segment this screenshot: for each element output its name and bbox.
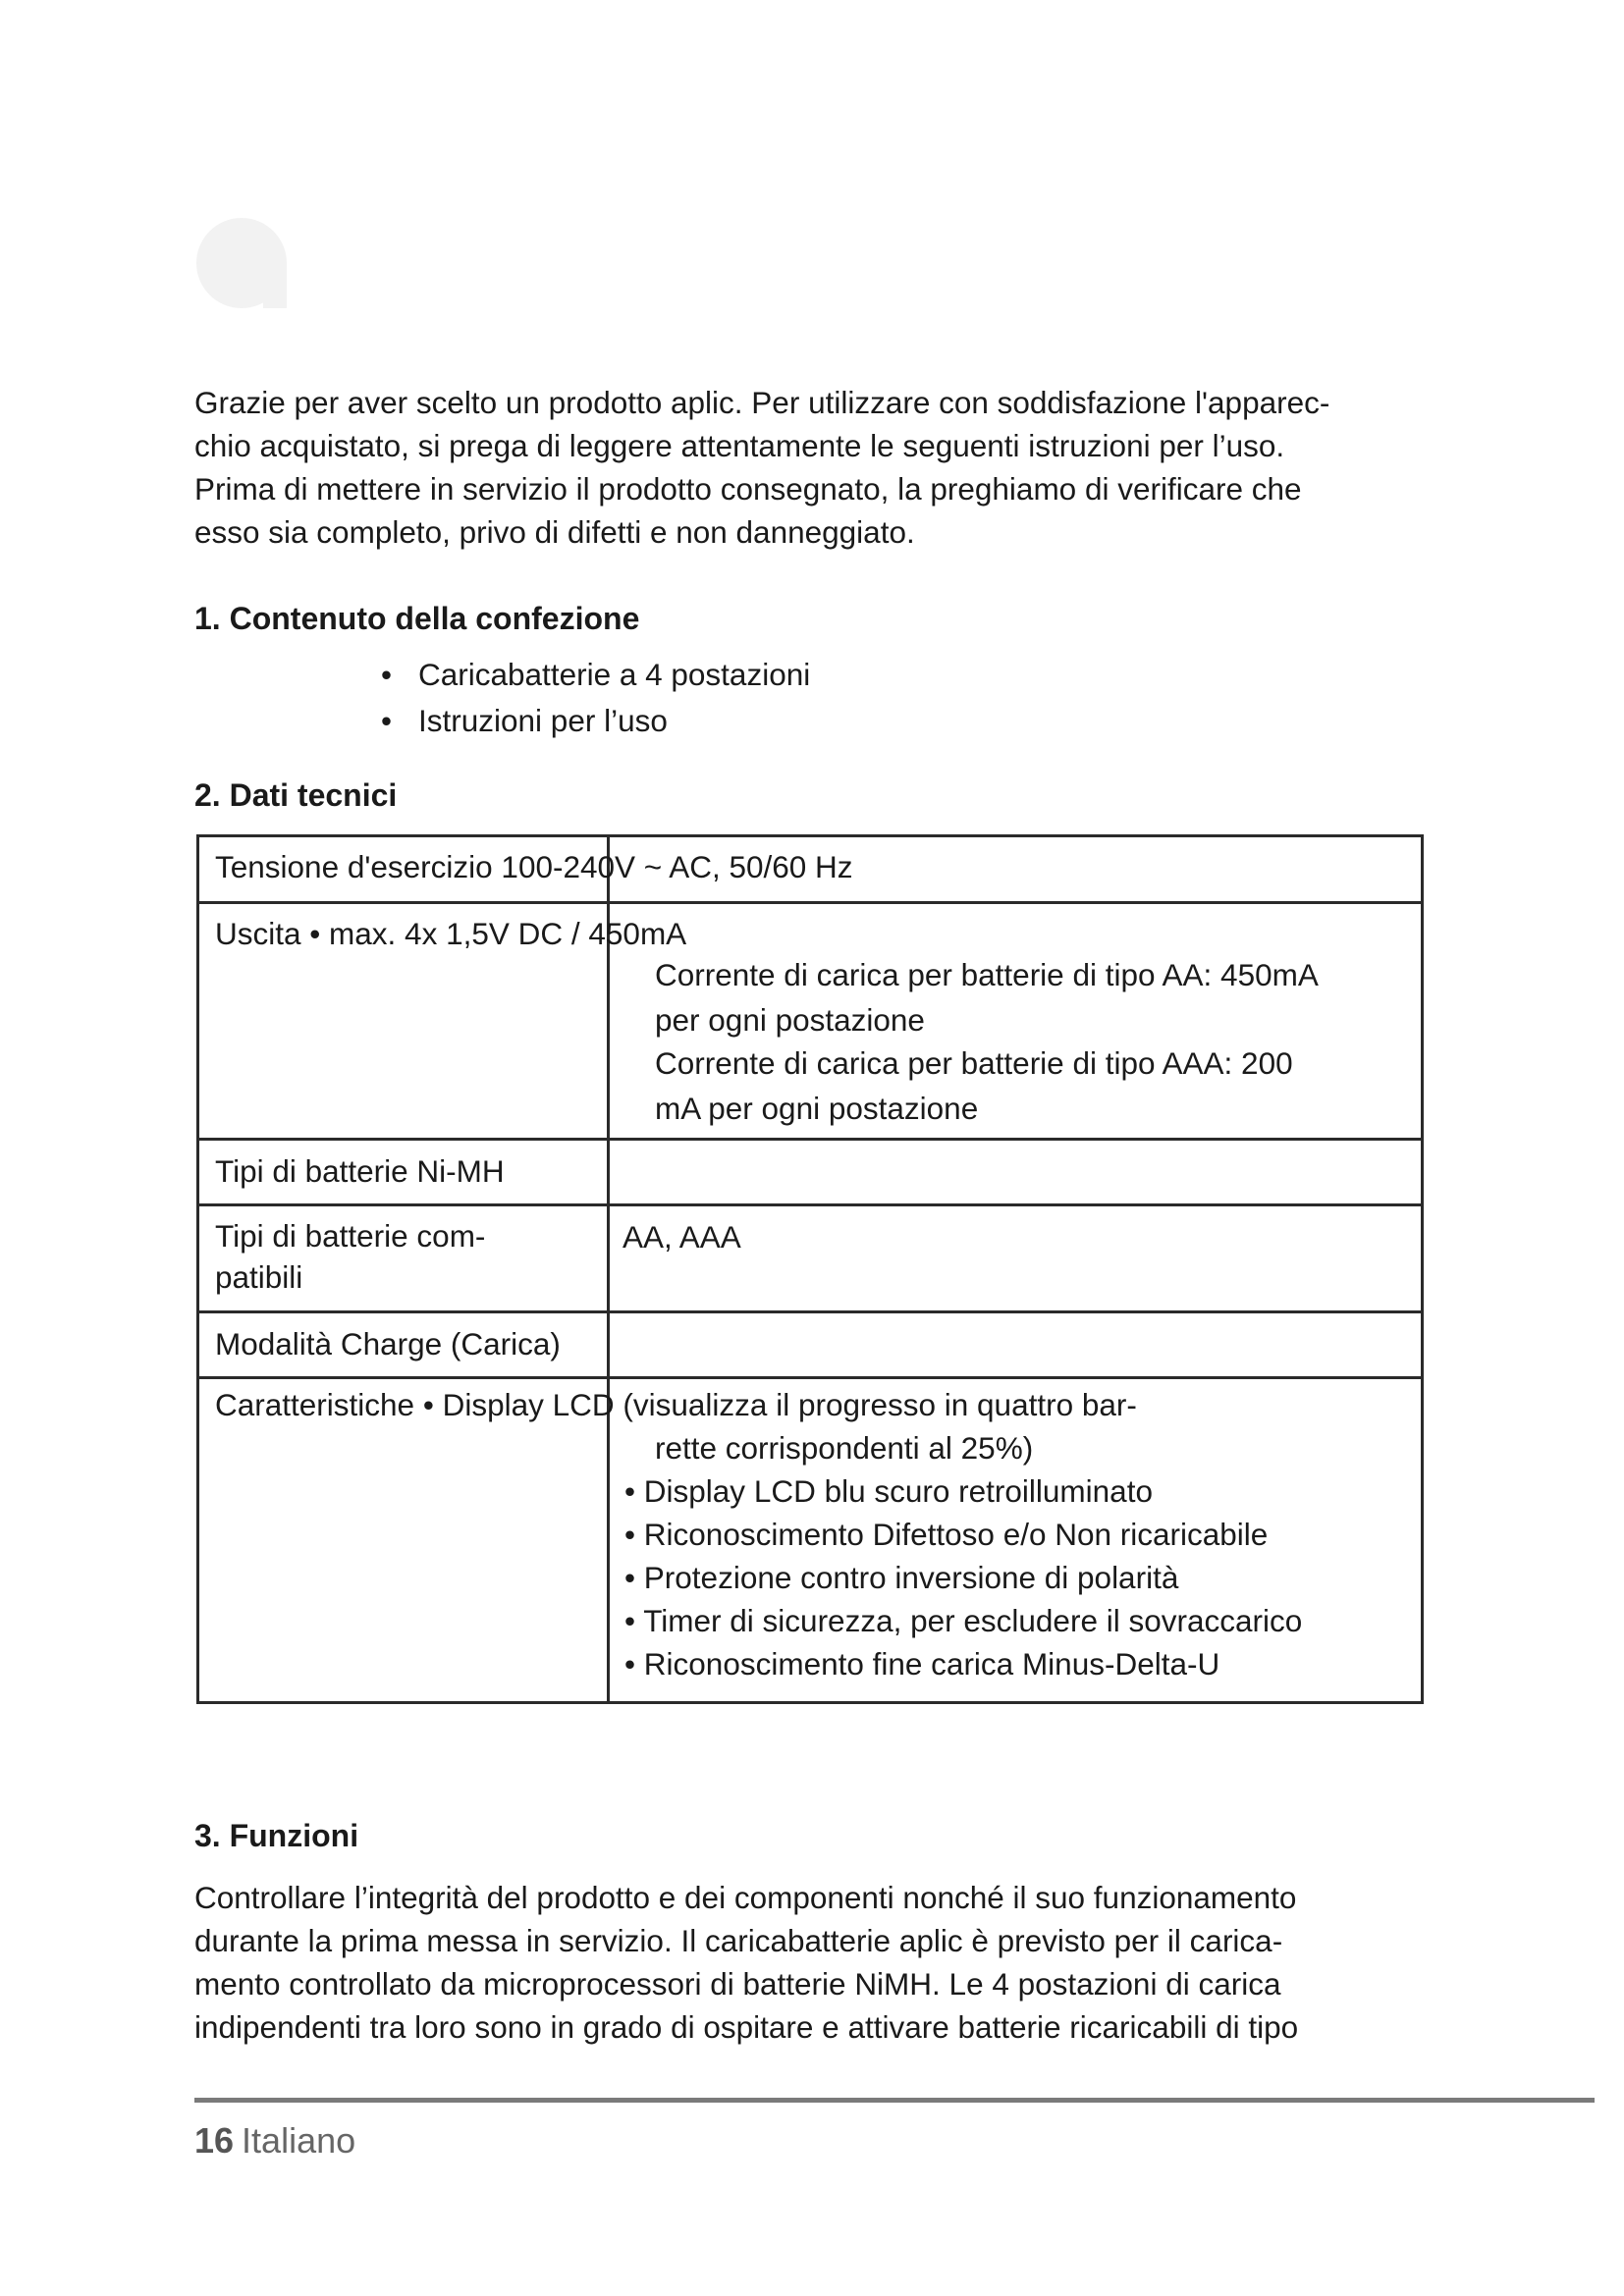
list-item: • Istruzioni per l’uso	[381, 698, 810, 744]
intro-line: Prima di mettere in servizio il prodotto consegnato, la preghiamo di verificare che	[194, 471, 1302, 507]
row-divider	[199, 1138, 1421, 1141]
functions-line: mento controllato da microprocessori di batterie NiMH. Le 4 postazioni di carica	[194, 1966, 1281, 2002]
cell-line: • Display LCD blu scuro retroilluminato	[624, 1473, 1153, 1509]
package-contents-list	[381, 652, 810, 744]
cell-line: Corrente di carica per batterie di tipo AA: 450mA	[655, 957, 1319, 992]
table-cell: Tipi di batterie Ni-MH	[215, 1153, 505, 1189]
functions-line: Controllare l’integrità del prodotto e dei componenti nonché il suo funzionamento	[194, 1880, 1297, 1915]
cell-line: patibili	[215, 1259, 303, 1295]
table-cell: Uscita • max. 4x 1,5V DC / 450mA	[215, 916, 687, 951]
row-divider	[199, 1376, 1421, 1379]
technical-data-table	[196, 834, 1424, 1704]
cell-line: per ogni postazione	[655, 1002, 925, 1038]
footer-language: Italiano	[242, 2120, 356, 2161]
section-1-title: 1. Contenuto della confezione	[194, 601, 640, 636]
table-cell: AA, AAA	[623, 1219, 741, 1255]
footer-divider	[194, 2098, 1595, 2103]
list-item: • Caricabatterie a 4 postazioni	[381, 652, 810, 698]
table-cell	[215, 1215, 485, 1298]
cell-line: • Riconoscimento Difettoso e/o Non ricaricabile	[624, 1517, 1269, 1552]
functions-line: indipendenti tra loro sono in grado di ospitare e attivare batterie ricaricabili di tipo	[194, 2009, 1299, 2045]
table-cell	[624, 1426, 1302, 1685]
cell-line: rette corrispondenti al 25%)	[655, 1430, 1034, 1466]
intro-line: Grazie per aver scelto un prodotto aplic. Per utilizzare con soddisfazione l'apparec-	[194, 385, 1330, 420]
cell-line: • Protezione contro inversione di polarità	[624, 1560, 1179, 1595]
functions-line: durante la prima messa in servizio. Il caricabatterie aplic è previsto per il carica-	[194, 1923, 1283, 1958]
row-divider	[199, 1310, 1421, 1313]
page-footer	[194, 2120, 355, 2162]
section-2-title: 2. Dati tecnici	[194, 777, 398, 813]
table-cell	[655, 953, 1319, 1130]
functions-paragraph	[194, 1876, 1432, 2049]
intro-paragraph	[194, 381, 1432, 554]
row-divider	[199, 1203, 1421, 1206]
table-cell: Tensione d'esercizio 100-240V ~ AC, 50/60 Hz	[215, 849, 853, 884]
cell-line: mA per ogni postazione	[655, 1091, 979, 1126]
cell-line: • Timer di sicurezza, per escludere il sovraccarico	[624, 1603, 1303, 1638]
intro-line: esso sia completo, privo di difetti e non danneggiato.	[194, 514, 915, 550]
row-divider	[199, 901, 1421, 904]
intro-line: chio acquistato, si prega di leggere attentamente le seguenti istruzioni per l’uso.	[194, 428, 1285, 463]
cell-line: • Riconoscimento fine carica Minus-Delta-U	[624, 1646, 1220, 1682]
cell-line: Tipi di batterie com-	[215, 1218, 486, 1254]
table-cell: Modalità Charge (Carica)	[215, 1326, 561, 1362]
column-divider	[607, 837, 610, 1701]
table-cell: Caratteristiche • Display LCD (visualizza il progresso in quattro bar-	[215, 1387, 1137, 1422]
page-number: 16	[194, 2120, 235, 2161]
section-3-title: 3. Funzioni	[194, 1818, 359, 1853]
aplic-logo-icon	[196, 218, 287, 308]
cell-line: Corrente di carica per batterie di tipo AAA: 200	[655, 1045, 1293, 1081]
